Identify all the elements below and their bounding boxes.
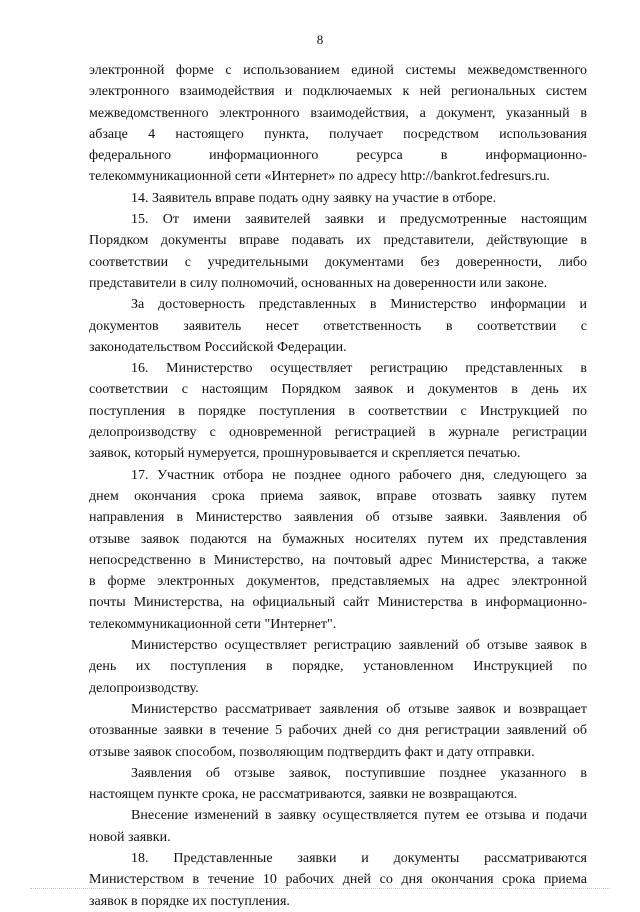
text-line: Внесение изменений в заявку осуществляется путем ее отзыва и подачи bbox=[131, 808, 587, 824]
text-line: документов заявитель несет ответственность в соответствии с bbox=[89, 318, 587, 334]
text-line: делопроизводству с одновременной регистрацией в журнале регистрации bbox=[89, 425, 587, 441]
text-line: отзыве заявок подаются на бумажных носителях путем их представления bbox=[89, 531, 587, 547]
text-line: настоящем пункте срока, не рассматриваются, заявки не возвращаются. bbox=[89, 787, 518, 803]
paragraph-17-registration bbox=[89, 635, 587, 699]
paragraph-17-late bbox=[89, 763, 587, 806]
text-line: новой заявки. bbox=[89, 829, 171, 845]
text-line: телекоммуникационной сети "Интернет". bbox=[89, 616, 337, 632]
text-line: 15. От имени заявителей заявки и предусмотренные настоящим bbox=[131, 212, 587, 228]
text-line: межведомственного электронного взаимодействия, а документ, указанный в bbox=[89, 105, 587, 121]
text-line: непосредственно в Министерство, на почтовый адрес Министерства, а также bbox=[89, 552, 587, 568]
paragraph-17-changes bbox=[89, 805, 587, 848]
text-line: электронной форме с использованием единой системы межведомственного bbox=[89, 63, 587, 78]
text-line: Заявления об отзыве заявок, поступившие позднее указанного в bbox=[131, 765, 587, 781]
text-line: абзаце 4 настоящего пункта, получает посредством использования bbox=[89, 126, 587, 142]
text-line: телекоммуникационной сети «Интернет» по адресу http://bankrot.fedresurs.ru. bbox=[89, 169, 550, 185]
text-line: федерального информационного ресурса в информационно- bbox=[89, 148, 587, 164]
text-line: соответствии с настоящим Порядком заявок и документов в день их bbox=[89, 382, 587, 398]
text-line: заявок, который нумеруется, прошнуровывается и скрепляется печатью. bbox=[89, 446, 521, 462]
paragraph-13-continuation bbox=[89, 60, 587, 188]
text-line: соответствии с учредительными документами без доверенности, либо bbox=[89, 254, 587, 270]
paragraph-15-responsibility bbox=[89, 294, 587, 358]
text-line: днем окончания срока приема заявок, вправе отозвать заявку путем bbox=[89, 488, 587, 504]
text-line: 18. Представленные заявки и документы рассматриваются bbox=[131, 850, 587, 866]
paragraph-17 bbox=[89, 465, 587, 635]
paragraph-16 bbox=[89, 358, 587, 464]
text-line: поступления в порядке поступления в соответствии с Инструкцией по bbox=[89, 403, 587, 419]
text-line: 16. Министерство осуществляет регистрацию представленных в bbox=[131, 361, 587, 377]
text-line: электронного взаимодействия и подключаемых к ней региональных систем bbox=[89, 84, 587, 100]
text-line: Порядком документы вправе подавать их представители, действующие в bbox=[89, 233, 587, 249]
text-line: Министерство рассматривает заявления об отзыве заявок и возвращает bbox=[131, 701, 587, 717]
text-line: Министерство осуществляет регистрацию заявлений об отзыве заявок в bbox=[131, 638, 587, 654]
paragraph-15 bbox=[89, 209, 587, 294]
scan-artifact-line bbox=[30, 888, 610, 890]
text-line: в форме электронных документов, представляемых на адрес электронной bbox=[89, 574, 587, 590]
paragraph-17-review bbox=[89, 699, 587, 763]
text-line: 17. Участник отбора не позднее одного рабочего дня, следующего за bbox=[131, 467, 587, 483]
text-line: почты Министерства, на официальный сайт Министерства в информационно- bbox=[89, 595, 587, 611]
text-line: представители в силу полномочий, основанных на доверенности или законе. bbox=[89, 275, 548, 291]
paragraph-14 bbox=[89, 188, 587, 209]
text-line: За достоверность представленных в Министерство информации и bbox=[131, 297, 587, 313]
paragraph-18 bbox=[89, 848, 587, 912]
text-line: отзыве заявок способом, позволяющим подтвердить факт и дату отправки. bbox=[89, 744, 535, 760]
page-number: 8 bbox=[316, 32, 324, 47]
text-line: делопроизводству. bbox=[89, 680, 199, 696]
text-line: день их поступления в порядке, установленном Инструкцией по bbox=[89, 659, 587, 675]
text-line: отозванные заявки в течение 5 рабочих дней со дня регистрации заявлений об bbox=[89, 723, 587, 739]
text-line: Министерством в течение 10 рабочих дней со дня окончания срока приема bbox=[89, 872, 587, 888]
text-line: заявок в порядке их поступления. bbox=[89, 893, 290, 909]
document-body bbox=[89, 60, 587, 912]
text-line: направления в Министерство заявления об отзыве заявки. Заявления об bbox=[89, 510, 587, 526]
text-line: 14. Заявитель вправе подать одну заявку на участие в отборе. bbox=[131, 190, 497, 206]
text-line: законодательством Российской Федерации. bbox=[89, 339, 347, 355]
